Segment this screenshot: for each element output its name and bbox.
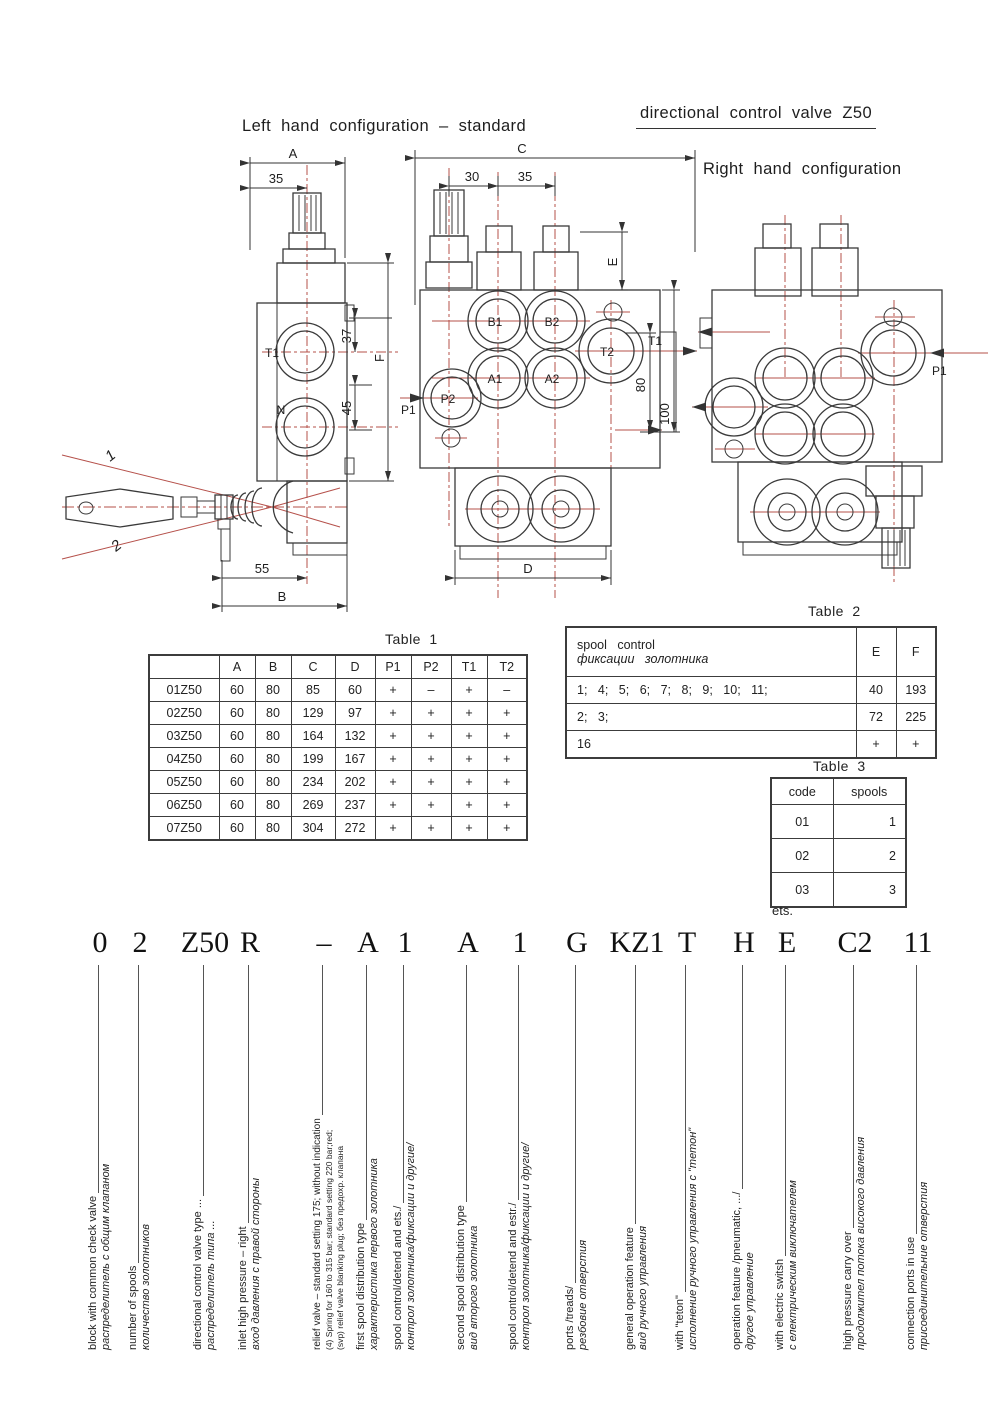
code-part-14: C2: [837, 926, 873, 959]
leader-line: [774, 965, 786, 1256]
right-configuration-title: Right hand configuration: [703, 160, 902, 178]
dim-45: 45: [339, 400, 354, 416]
table1-row: 01Z50 60 80 85 60 + – + –: [149, 679, 527, 702]
code-annotation-12: operation feature /pneumatic, .../ другое управление: [731, 965, 757, 1350]
dim-D: D: [523, 561, 533, 576]
table3-row: 02 2: [771, 839, 906, 873]
table3-footnote: ets.: [772, 903, 793, 918]
table1-caption: Table 1: [385, 631, 438, 647]
table1-row: 05Z50 60 80 234 202 + + + +: [149, 771, 527, 794]
table3-caption: Table 3: [813, 758, 866, 774]
dim-35: 35: [268, 171, 284, 186]
leader-line: [455, 965, 467, 1202]
leader-line: [905, 965, 917, 1234]
flow-arrows: [692, 328, 944, 412]
code-annotation-0: block with common check valve распределитель с общим клапаном: [87, 965, 113, 1350]
code-part-10: KZ1: [609, 926, 665, 959]
leader-line: [507, 965, 519, 1200]
leader-line: [731, 965, 743, 1189]
dim-C: C: [517, 141, 527, 156]
table2-header-en: spool control: [577, 638, 655, 652]
valve-body-right: [700, 224, 942, 568]
table2-caption: Table 2: [808, 603, 861, 619]
table3: [770, 777, 907, 908]
table1-header-row: A B C D P1 P2 T1 T2: [149, 655, 527, 679]
code-annotation-5: first spool distribution type характеристика первого золотника: [355, 965, 381, 1350]
code-annotation-13: with electric switsh с електрическим виключателем: [774, 965, 800, 1350]
dimension-labels-left: [102, 146, 387, 604]
dim-80: 80: [633, 377, 648, 393]
table1-row: 06Z50 60 80 269 237 + + + +: [149, 794, 527, 817]
port-label-t2: T2: [599, 345, 615, 359]
code-part-12: H: [733, 926, 755, 959]
dim-30: 30: [464, 169, 480, 184]
table1-row: 02Z50 60 80 129 97 + + + +: [149, 702, 527, 725]
port-label-a1: A1: [487, 372, 503, 386]
dimension-labels-middle: [401, 141, 672, 576]
code-annotation-4: relief valve – standard setting 175; without indication (4) Spring for 160 to 315 bar; standard setting 220 bar;red; (svp) relief valve blanking plug; без предохр. клапана: [311, 965, 346, 1350]
dimensions-left: [222, 157, 394, 612]
leader-line: [87, 965, 99, 1193]
port-label-t1: T1: [264, 346, 280, 360]
port-label-n: N: [276, 403, 286, 417]
table1: [148, 654, 528, 841]
page-title: directional control valve Z50: [636, 104, 876, 129]
table1-row: 03Z50 60 80 164 132 + + + +: [149, 725, 527, 748]
port-label-b1: B1: [487, 315, 503, 329]
table2: [565, 626, 937, 759]
table2-row: 16 + +: [566, 731, 936, 759]
code-part-5: A: [357, 926, 379, 959]
code-part-7: A: [457, 926, 479, 959]
leader-line: [237, 965, 249, 1223]
left-configuration-title: Left hand configuration – standard: [242, 117, 527, 135]
code-part-0: 0: [92, 926, 108, 959]
code-part-15: 11: [903, 926, 933, 959]
code-part-4: –: [316, 926, 332, 959]
code-annotation-11: with "teton" исполнение ручного управления с "тетон": [674, 965, 700, 1350]
left-valve-drawing: [55, 145, 400, 620]
table1-row: 07Z50 60 80 304 272 + + + +: [149, 817, 527, 841]
port-label-t1: T1: [648, 334, 663, 348]
code-annotation-7: second spool distribution type вид второго золотника: [455, 965, 481, 1350]
dim-A: A: [288, 146, 298, 161]
leader-line: [674, 965, 686, 1292]
leader-line: [355, 965, 367, 1220]
table3-row: 03 3: [771, 873, 906, 908]
leader-line: [624, 965, 636, 1224]
middle-valve-drawing: [400, 140, 700, 600]
dim-B: B: [277, 589, 287, 604]
lever-position-1: 1: [101, 446, 120, 466]
code-part-8: 1: [512, 926, 528, 959]
right-valve-drawing: [690, 195, 1000, 585]
table2-row: 2; 3; 72 225: [566, 704, 936, 731]
code-part-13: E: [777, 926, 797, 959]
port-label-b2: B2: [544, 315, 560, 329]
leader-line: [127, 965, 139, 1263]
leader-line: [842, 965, 854, 1228]
leader-line: [311, 965, 323, 1115]
dim-F: F: [372, 354, 387, 362]
code-part-9: G: [566, 926, 588, 959]
code-annotation-2: directional control valve type ... распределитель типа ...: [192, 965, 218, 1350]
code-annotation-9: ports /treads/ резбовие отверстия: [564, 965, 590, 1350]
lever-position-2: 2: [107, 536, 126, 556]
code-annotation-1: number of spools количество золотников: [127, 965, 153, 1350]
code-part-3: R: [239, 926, 261, 959]
code-annotation-14: high pressure carry over продолжител потока високого давления: [842, 965, 868, 1350]
port-label-p1: P1: [401, 403, 416, 417]
valve-body-side: [66, 193, 354, 561]
code-part-1: 2: [132, 926, 148, 959]
table2-header-ru: фиксации золотника: [577, 652, 709, 666]
table2-row: 1; 4; 5; 6; 7; 8; 9; 10; 11; 40 193: [566, 677, 936, 704]
code-annotation-8: spool control/detend and estr./ контрол золотника/фиксации и другие/: [507, 965, 533, 1350]
code-annotation-15: connection ports in use присоединительние отверстия: [905, 965, 931, 1350]
code-part-6: 1: [397, 926, 413, 959]
leader-line: [392, 965, 404, 1203]
dim-35: 35: [517, 169, 533, 184]
code-annotation-10: general operation feature вид ручного управления: [624, 965, 650, 1350]
dim-37: 37: [339, 328, 354, 344]
port-label-p1: P1: [932, 364, 947, 378]
code-annotation-3: inlet high pressure – right вход давления с правой стороны: [237, 965, 263, 1350]
table3-header-row: code spools: [771, 778, 906, 805]
port-label-p2: P2: [440, 392, 456, 406]
leader-line: [192, 965, 204, 1196]
dim-100: 100: [657, 403, 672, 425]
code-part-2: Z50: [180, 926, 230, 959]
code-part-11: T: [677, 926, 697, 959]
port-label-a2: A2: [544, 372, 560, 386]
table3-row: 01 1: [771, 805, 906, 839]
table2-header-row: spool control фиксации золотника E F: [566, 627, 936, 677]
dim-E: E: [605, 257, 620, 267]
flow-arrows: [410, 347, 697, 435]
code-annotation-6: spool control/detend and ets./ контрол золотника/фиксации и другие/: [392, 965, 418, 1350]
leader-line: [564, 965, 576, 1283]
dim-55: 55: [254, 561, 270, 576]
table1-row: 04Z50 60 80 199 167 + + + +: [149, 748, 527, 771]
